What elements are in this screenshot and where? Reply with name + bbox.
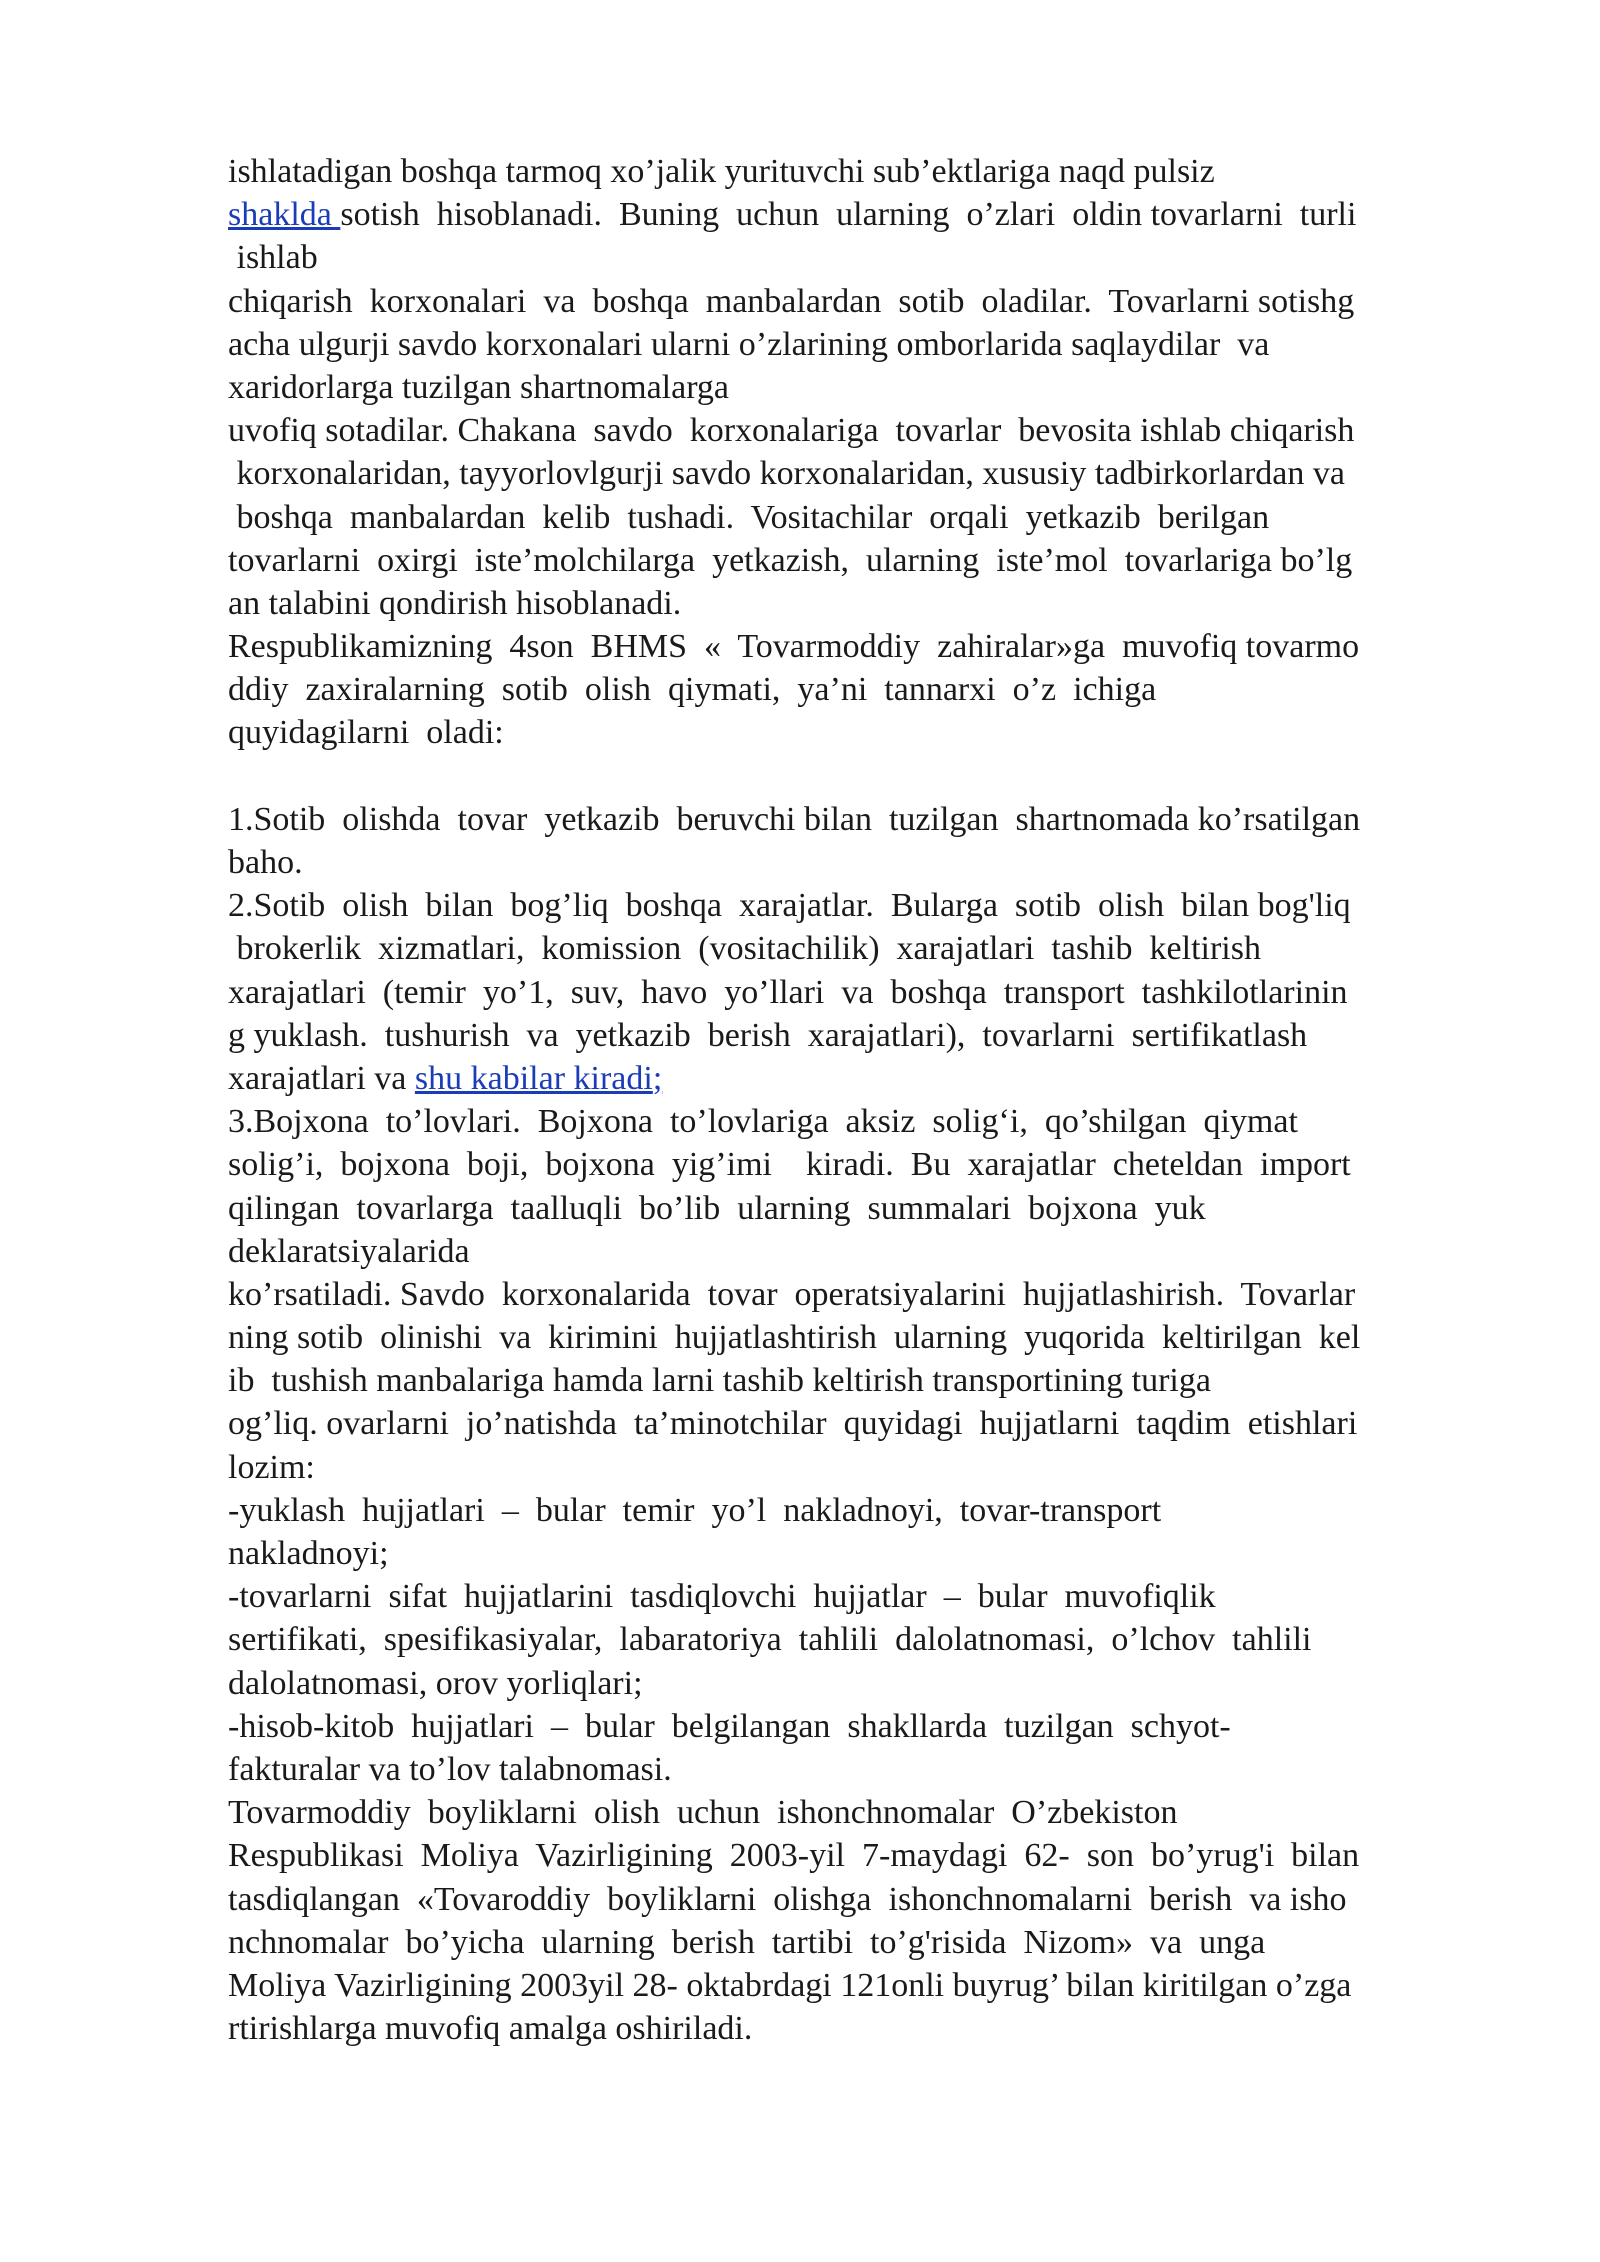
line-text: xarajatlari (temir yo’1, suv, havo yo’llari va boshqa transport tashkilotlarinin <box>228 973 1348 1011</box>
text-line <box>228 1791 1488 1834</box>
text-line <box>228 1878 1488 1921</box>
text-line <box>228 1014 1488 1057</box>
text-line <box>228 1618 1488 1661</box>
text-line <box>228 150 1488 193</box>
line-text: sotish hisoblanadi. Buning uchun ularning o’zlari oldin tovarlarni turli <box>340 196 1357 234</box>
document-body <box>228 150 1488 2050</box>
text-line <box>228 1748 1488 1791</box>
text-line <box>228 1100 1488 1143</box>
link-shaklda[interactable]: shakldа <box>228 196 341 234</box>
text-line <box>228 1402 1488 1445</box>
line-text: quyidagilarni oladi: <box>228 714 504 752</box>
text-line <box>228 323 1488 366</box>
text-line <box>228 1187 1488 1230</box>
line-text: uvofiq sotadilar. Chakana savdo korxonalariga tovarlar bevosita ishlab chiqarish <box>228 412 1355 450</box>
text-line <box>228 452 1488 495</box>
line-text: -hisob-kitob hujjatlari – bular belgilangan shakllarda tuzilgan schyot- <box>228 1707 1231 1745</box>
text-line <box>228 1057 1488 1100</box>
text-line <box>228 1964 1488 2007</box>
line-text: Tovarmoddiy boyliklarni olish uchun ishonchnomalar O’zbekiston <box>228 1794 1178 1832</box>
line-text: deklaratsiyalarida <box>228 1232 470 1270</box>
line-text: chiqarish korxonalari va boshqa manbalardan sotib oladilar. Tovarlarni sotishg <box>228 282 1355 320</box>
line-text: ning sotib olinishi va kirimini hujjatlashtirish ularning yuqorida keltirilgan kel <box>228 1319 1361 1357</box>
text-line <box>228 1705 1488 1748</box>
text-line <box>228 366 1488 409</box>
text-line <box>228 798 1488 841</box>
line-text: -yuklash hujjatlari – bular temir yo’l nakladnoyi, tovar-transport <box>228 1491 1162 1529</box>
line-text: qilingan tovarlarga taalluqli bo’lib ularning summalari bojxona yuk <box>228 1189 1206 1227</box>
line-text: boshqa manbalardan kelib tushadi. Vositachilar orqali yetkazib berilgan <box>228 498 1270 536</box>
text-line <box>228 1446 1488 1489</box>
text-line <box>228 927 1488 970</box>
line-text: ib tushish manbalariga hamda larni tashib keltirish transportining turiga <box>228 1362 1211 1400</box>
line-text: rtirishlarga muvofiq amalga oshiriladi. <box>228 2010 753 2048</box>
text-line <box>228 193 1488 236</box>
line-text: dalolatnomasi, orov yorliqlari; <box>228 1664 643 1702</box>
text-line <box>228 884 1488 927</box>
text-line <box>228 1316 1488 1359</box>
text-line <box>228 711 1488 754</box>
line-text: an talabini qondirish hisoblanadi. <box>228 584 682 622</box>
line-text: sertifikati, spesifikasiyalar, labaratoriya tahlili dalolatnomasi, o’lchov tahlili <box>228 1621 1312 1659</box>
line-text: lozim: <box>228 1448 315 1486</box>
line-text: 2.Sotib olish bilan bog’liq boshqa xarajatlar. Bularga sotib olish bilan bog'liq <box>228 887 1351 925</box>
text-line <box>228 971 1488 1014</box>
line-text: ddiy zaxiralarning sotib olish qiymati, ya’ni tannarxi o’z ichiga <box>228 671 1157 709</box>
text-line <box>228 2007 1488 2050</box>
text-line <box>228 496 1488 539</box>
line-text: Respublikamizning 4son BHMS « Tovarmoddiy zahiralar»ga muvofiq tovarmo <box>228 628 1360 666</box>
text-line <box>228 1662 1488 1705</box>
line-text: ko’rsatiladi. Savdo korxonalarida tovar operatsiyalarini hujjatlashirish. Tovarlar <box>228 1275 1356 1313</box>
text-line <box>228 668 1488 711</box>
link-shu-kabilar-kiradi[interactable]: shu kabilar kiradi <box>414 1059 653 1097</box>
line-text: og’liq. ovarlarni jo’natishda ta’minotchilar quyidagi hujjatlarni taqdim etishlari <box>228 1405 1358 1443</box>
text-line <box>228 1273 1488 1316</box>
text-line <box>228 1834 1488 1877</box>
text-line <box>228 409 1488 452</box>
text-line <box>228 1921 1488 1964</box>
text-line <box>228 280 1488 323</box>
text-line <box>228 1489 1488 1532</box>
line-text: Respublikasi Moliya Vazirligining 2003-yil 7-maydagi 62- son bo’yrug'i bilan <box>228 1837 1360 1875</box>
line-text: xarajatlari va <box>228 1059 415 1097</box>
line-text: tasdiqlangan «Tovaroddiy boyliklarni olishga ishonchnomalarni berish va isho <box>228 1880 1347 1918</box>
text-line <box>228 1359 1488 1402</box>
line-text: nakladnoyi; <box>228 1535 389 1572</box>
line-text: fakturalar va to’lov talabnomasi. <box>228 1750 672 1788</box>
text-line <box>228 841 1488 884</box>
line-text: acha ulgurji savdo korxonalari ularni o’zlarining omborlarida saqlaydilar va <box>228 325 1270 363</box>
line-text: 1.Sotib olishda tovar yetkazib beruvchi bilan tuzilgan shartnomada ko’rsatilgan <box>228 800 1361 838</box>
text-line <box>228 539 1488 582</box>
line-text: tovarlarni oxirgi iste’molchilarga yetkazish, ularning iste’mol tovarlariga bo’lg <box>228 541 1353 579</box>
text-line <box>228 1532 1488 1575</box>
line-text: korxonalaridan, tayyorlovlgurji savdo korxonalaridan, xususiy tadbirkorlardan va <box>228 455 1345 493</box>
text-line <box>228 1230 1488 1273</box>
line-text: Moliya Vazirligining 2003yil 28- oktabrdagi 121onli buyrug’ bilan kiritilgan o’zga <box>228 1966 1352 2004</box>
line-text: g yuklash. tushurish va yetkazib berish xarajatlari), tovarlarni sertifikatlash <box>228 1016 1308 1054</box>
text-line <box>228 1143 1488 1186</box>
text-line <box>228 236 1488 279</box>
line-text: baho. <box>228 844 303 881</box>
text-line <box>228 1575 1488 1618</box>
line-text: -tovarlarni sifat hujjatlarini tasdiqlovchi hujjatlar – bular muvofiqlik <box>228 1578 1216 1616</box>
line-text: nchnomalar bo’yicha ularning berish tartibi to’g'risida Nizom» va unga <box>228 1923 1266 1961</box>
text-line <box>228 582 1488 625</box>
line-suffix: ; <box>652 1059 663 1097</box>
line-text: ishlatadigan boshqa tarmoq xo’jalik yurituvchi sub’ektlariga naqd pulsiz <box>228 153 1215 190</box>
line-text: ishlab <box>228 239 318 277</box>
line-text: xaridorlarga tuzilgan shartnomalarga <box>228 368 730 406</box>
line-text: solig’i, bojxona boji, bojxona yig’imi kiradi. Bu xarajatlar cheteldan import <box>228 1146 1351 1184</box>
line-text: brokerlik xizmatlari, komission (vositachilik) xarajatlari tashib keltirish <box>228 930 1261 968</box>
text-line <box>228 625 1488 668</box>
text-line <box>228 755 1488 798</box>
line-text: 3.Bojxona to’lovlari. Bojxona to’lovlariga aksiz solig‘i, qo’shilgan qiymat <box>228 1103 1298 1141</box>
